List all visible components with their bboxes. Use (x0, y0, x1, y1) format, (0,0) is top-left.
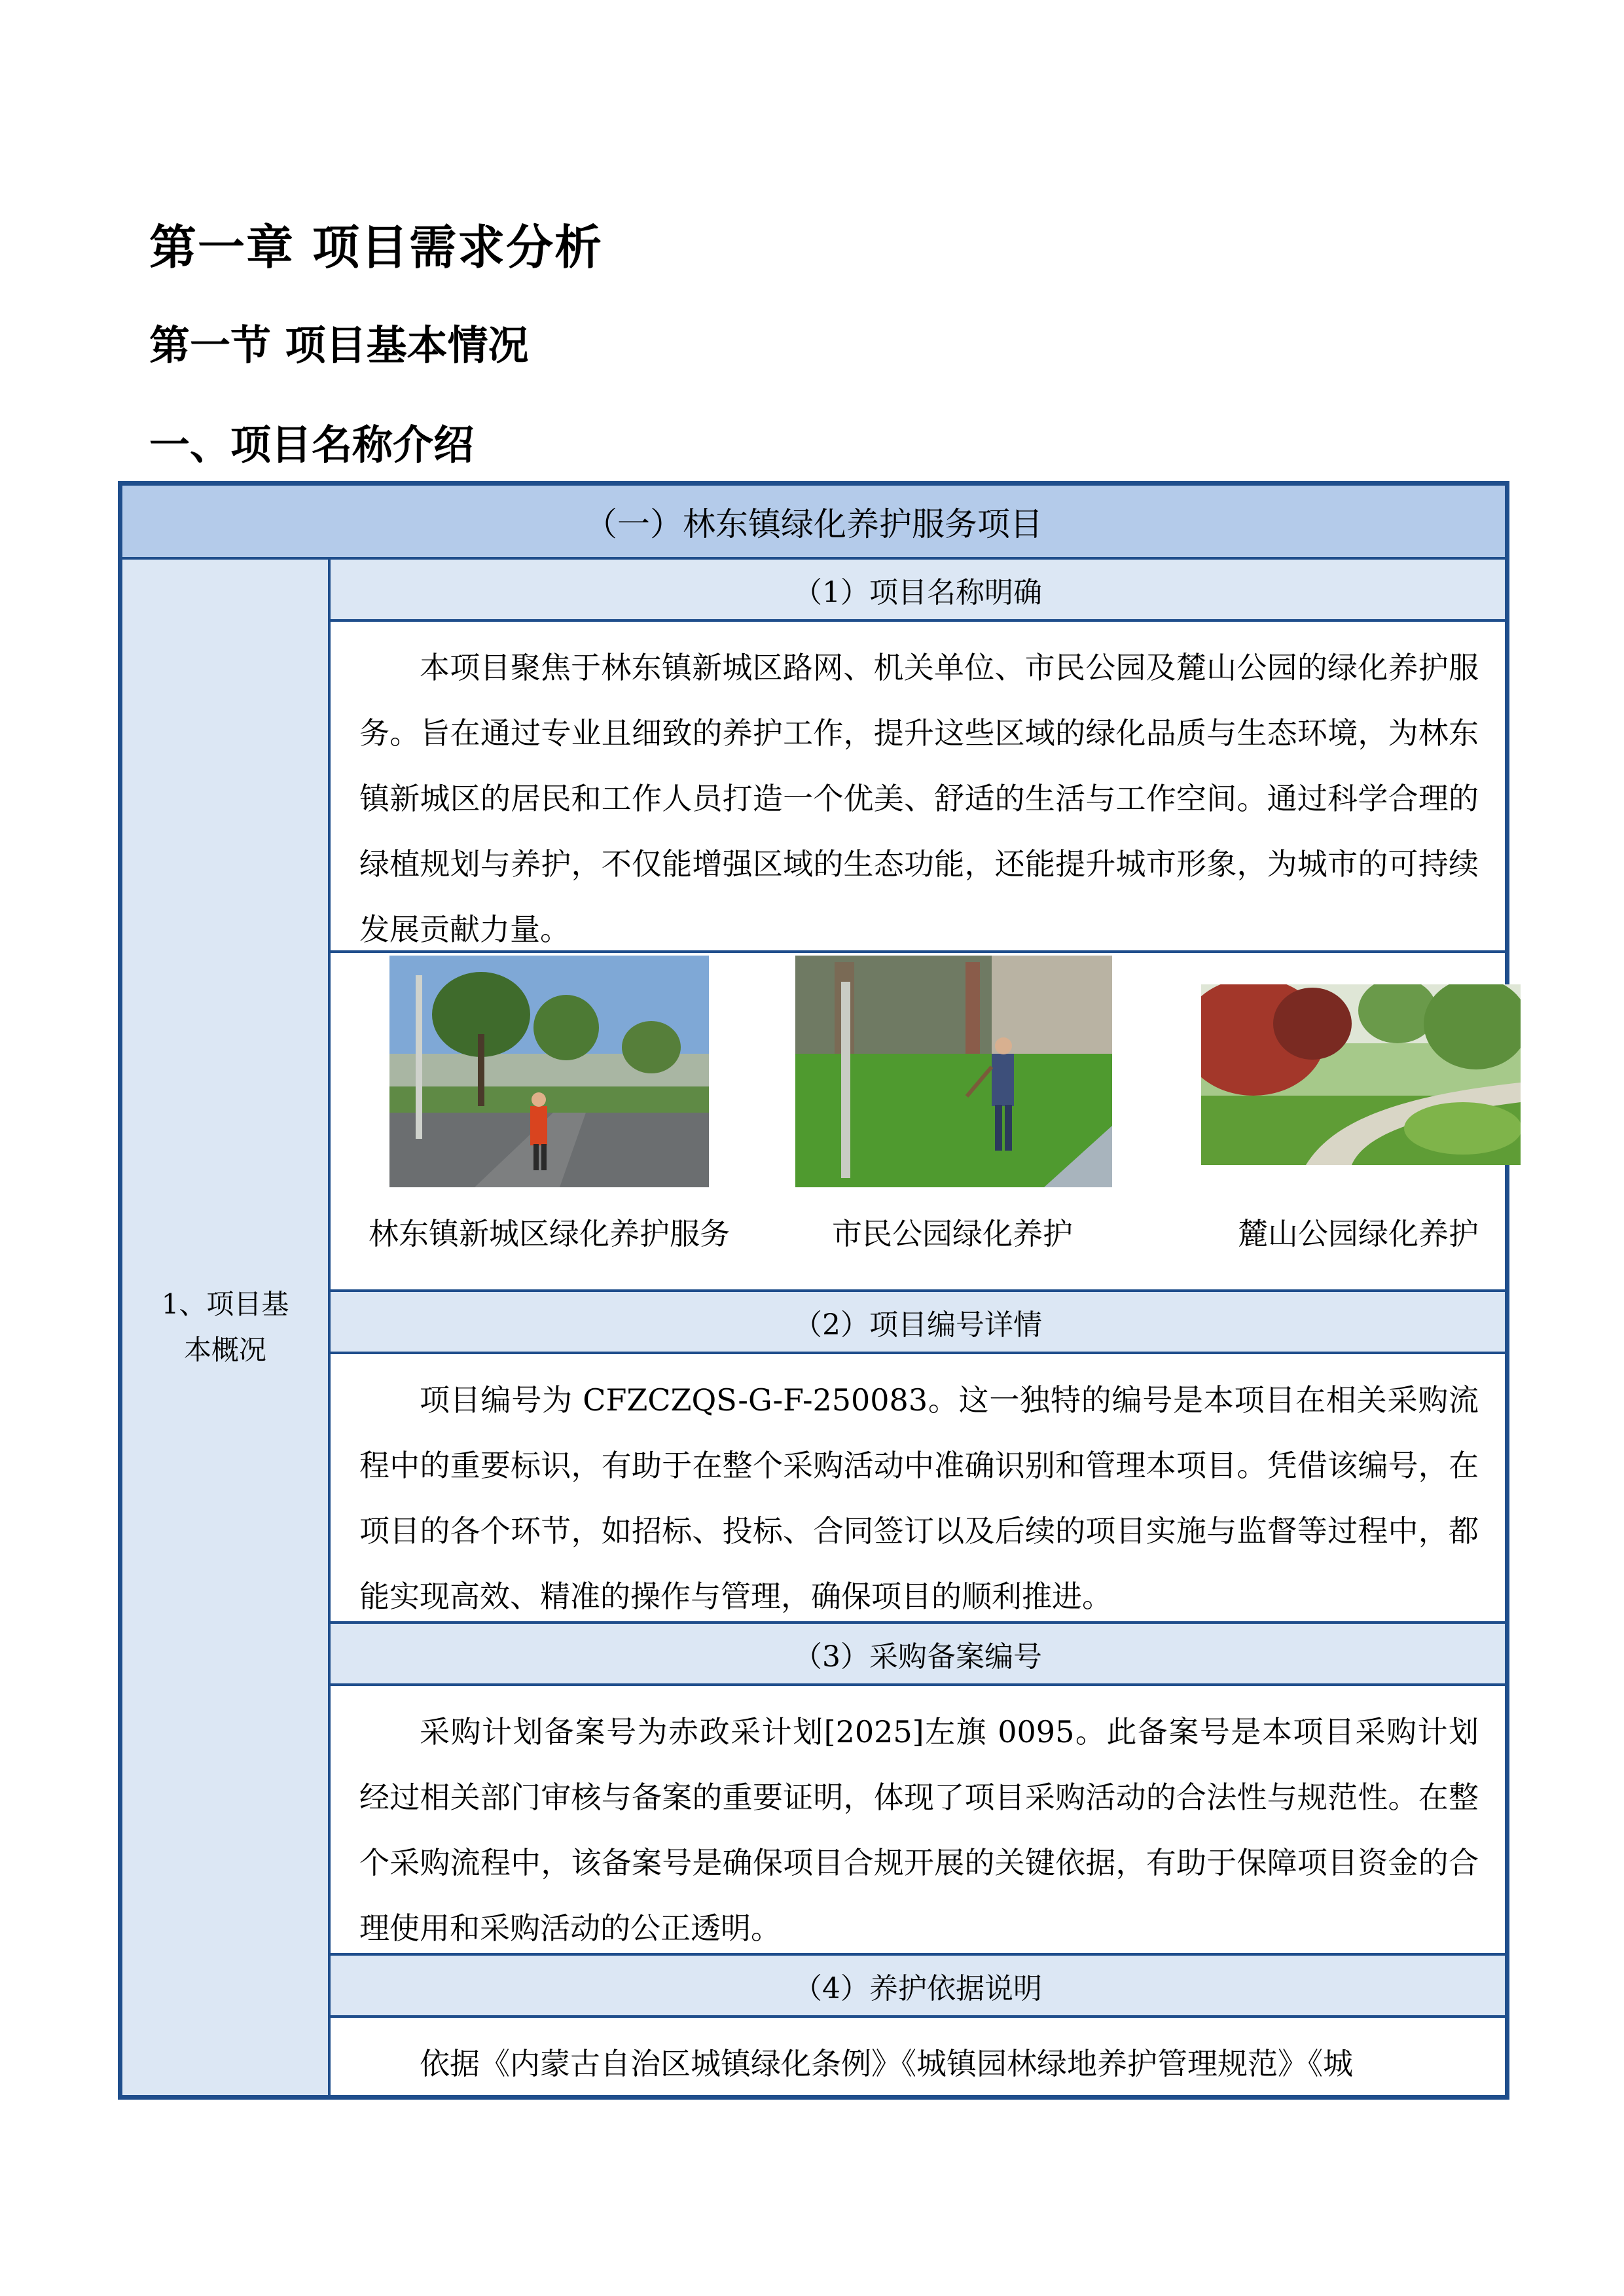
section-text-3: 采购计划备案号为赤政采计划[2025]左旗 0095。此备案号是本项目采购计划经过相关部门审核与备案的重要证明，体现了项目采购活动的合法性与规范性。在整个采购流程中，该备案号是确保项目合规开展的关键依据，有助于保障项目资金的合理使用和采购活动的公正透明。 (331, 1686, 1505, 1956)
section-heading-1: （1）项目名称明确 (331, 560, 1505, 622)
section-heading-2: （2）项目编号详情 (331, 1292, 1505, 1354)
project-table (118, 481, 1509, 2100)
section-text-1: 本项目聚焦于林东镇新城区路网、机关单位、市民公园及麓山公园的绿化养护服务。旨在通过专业且细致的养护工作，提升这些区域的绿化品质与生态环境，为林东镇新城区的居民和工作人员打造一个优美、舒适的生活与工作空间。通过科学合理的绿植规划与养护，不仅能增强区域的生态功能，还能提升城市形象，为城市的可持续发展贡献力量。 (331, 622, 1505, 953)
section-title: 第一节 项目基本情况 (149, 321, 529, 369)
photo-row (331, 953, 1505, 1292)
photo-caption-3: 麓山公园绿化养护 (1238, 1216, 1479, 1251)
photo-caption-2: 市民公园绿化养护 (832, 1216, 1073, 1251)
park-path-photo (1201, 984, 1521, 1165)
park-worker-photo (795, 956, 1112, 1187)
left-label: 1、项目基本概况 (161, 1288, 289, 1366)
subsection-title: 一、项目名称介绍 (149, 421, 475, 469)
section-heading-3: （3）采购备案编号 (331, 1624, 1505, 1686)
left-label-cell (122, 560, 331, 2095)
road-maintenance-photo (389, 956, 709, 1187)
table-header: （一）林东镇绿化养护服务项目 (122, 486, 1505, 560)
section-text-2: 项目编号为 CFZCZQS-G-F-250083。这一独特的编号是本项目在相关采购流程中的重要标识，有助于在整个采购活动中准确识别和管理本项目。凭借该编号，在项目的各个环节，如招标、投标、合同签订以及后续的项目实施与监督等过程中，都能实现高效、精准的操作与管理，确保项目的顺利推进。 (331, 1354, 1505, 1624)
section-text-4: 依据《内蒙古自治区城镇绿化条例》《城镇园林绿地养护管理规范》《城 (420, 2046, 1353, 2081)
section-heading-4: （4）养护依据说明 (331, 1956, 1505, 2018)
photo-caption-1: 林东镇新城区绿化养护服务 (369, 1216, 730, 1251)
chapter-title: 第一章 项目需求分析 (149, 220, 604, 275)
